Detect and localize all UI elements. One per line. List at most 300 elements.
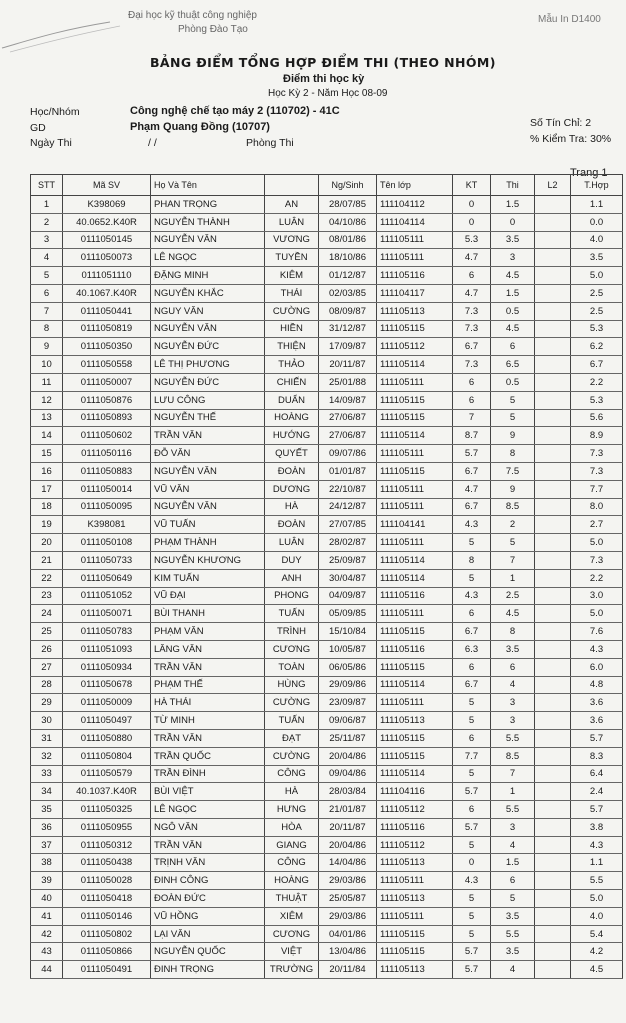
cell-stt: 36 bbox=[31, 818, 63, 836]
cell-birth-date: 25/11/87 bbox=[319, 729, 377, 747]
cell-total: 3.6 bbox=[571, 712, 623, 730]
cell-l2 bbox=[535, 213, 571, 231]
cell-birth-date: 20/04/86 bbox=[319, 747, 377, 765]
cell-surname: PHẠM VĂN bbox=[151, 623, 265, 641]
col-kt: KT bbox=[453, 175, 491, 196]
cell-given-name: THÁI bbox=[265, 284, 319, 302]
cell-total: 1.1 bbox=[571, 196, 623, 214]
cell-student-id: 0111050934 bbox=[63, 658, 151, 676]
cell-total: 3.5 bbox=[571, 249, 623, 267]
cell-class: 111105111 bbox=[377, 534, 453, 552]
cell-class: 111105112 bbox=[377, 338, 453, 356]
cell-stt: 2 bbox=[31, 213, 63, 231]
cell-kt: 6 bbox=[453, 267, 491, 285]
cell-thi: 4 bbox=[491, 836, 535, 854]
table-row bbox=[31, 765, 623, 783]
cell-total: 6.0 bbox=[571, 658, 623, 676]
exam-date-label: Ngày Thi bbox=[30, 137, 72, 149]
cell-kt: 5 bbox=[453, 925, 491, 943]
cell-total: 5.5 bbox=[571, 872, 623, 890]
cell-kt: 6 bbox=[453, 391, 491, 409]
table-row bbox=[31, 249, 623, 267]
cell-student-id: 0111050014 bbox=[63, 480, 151, 498]
cell-class: 111105115 bbox=[377, 747, 453, 765]
cell-l2 bbox=[535, 427, 571, 445]
cell-kt: 4.3 bbox=[453, 872, 491, 890]
cell-surname: NGÔ VĂN bbox=[151, 818, 265, 836]
cell-given-name: CÔNG bbox=[265, 854, 319, 872]
cell-thi: 6.5 bbox=[491, 356, 535, 374]
cell-stt: 21 bbox=[31, 551, 63, 569]
table-row bbox=[31, 712, 623, 730]
cell-birth-date: 29/03/86 bbox=[319, 872, 377, 890]
cell-thi: 5.5 bbox=[491, 925, 535, 943]
cell-total: 5.7 bbox=[571, 729, 623, 747]
cell-stt: 44 bbox=[31, 961, 63, 979]
cell-student-id: 0111050955 bbox=[63, 818, 151, 836]
table-row bbox=[31, 925, 623, 943]
cell-l2 bbox=[535, 498, 571, 516]
cell-thi: 3 bbox=[491, 249, 535, 267]
cell-birth-date: 09/06/87 bbox=[319, 712, 377, 730]
cell-student-id: 0111050558 bbox=[63, 356, 151, 374]
cell-l2 bbox=[535, 551, 571, 569]
cell-class: 111105115 bbox=[377, 925, 453, 943]
cell-kt: 6.7 bbox=[453, 498, 491, 516]
cell-stt: 24 bbox=[31, 605, 63, 623]
cell-stt: 37 bbox=[31, 836, 63, 854]
cell-birth-date: 24/12/87 bbox=[319, 498, 377, 516]
cell-kt: 0 bbox=[453, 854, 491, 872]
cell-l2 bbox=[535, 694, 571, 712]
cell-given-name: CƯƠNG bbox=[265, 640, 319, 658]
table-row bbox=[31, 551, 623, 569]
cell-given-name: TOÀN bbox=[265, 658, 319, 676]
cell-student-id: 0111050804 bbox=[63, 747, 151, 765]
cell-total: 6.2 bbox=[571, 338, 623, 356]
cell-l2 bbox=[535, 320, 571, 338]
cell-student-id: 0111050007 bbox=[63, 373, 151, 391]
cell-given-name: HƯNG bbox=[265, 801, 319, 819]
cell-birth-date: 31/12/87 bbox=[319, 320, 377, 338]
cell-total: 5.4 bbox=[571, 925, 623, 943]
cell-surname: ĐỖ VĂN bbox=[151, 445, 265, 463]
cell-student-id: K398069 bbox=[63, 196, 151, 214]
teacher-value: Phạm Quang Đồng (10707) bbox=[130, 121, 270, 133]
cell-kt: 0 bbox=[453, 213, 491, 231]
cell-class: 111105111 bbox=[377, 249, 453, 267]
cell-stt: 34 bbox=[31, 783, 63, 801]
cell-l2 bbox=[535, 747, 571, 765]
table-row bbox=[31, 391, 623, 409]
cell-thi: 7.5 bbox=[491, 462, 535, 480]
cell-surname: LẠI VĂN bbox=[151, 925, 265, 943]
cell-student-id: 0111051093 bbox=[63, 640, 151, 658]
check-percent: % Kiểm Tra: 30% bbox=[530, 133, 612, 145]
table-row bbox=[31, 961, 623, 979]
cell-birth-date: 01/12/87 bbox=[319, 267, 377, 285]
cell-total: 1.1 bbox=[571, 854, 623, 872]
cell-total: 7.7 bbox=[571, 480, 623, 498]
table-row bbox=[31, 694, 623, 712]
cell-given-name: HƯỚNG bbox=[265, 427, 319, 445]
cell-surname: VŨ HỒNG bbox=[151, 907, 265, 925]
term-label: Học Kỳ 2 - Năm Học 08-09 bbox=[268, 88, 388, 99]
cell-given-name: THIỆN bbox=[265, 338, 319, 356]
cell-stt: 9 bbox=[31, 338, 63, 356]
cell-stt: 16 bbox=[31, 462, 63, 480]
cell-stt: 13 bbox=[31, 409, 63, 427]
cell-l2 bbox=[535, 356, 571, 374]
cell-stt: 42 bbox=[31, 925, 63, 943]
cell-student-id: 0111050073 bbox=[63, 249, 151, 267]
cell-stt: 22 bbox=[31, 569, 63, 587]
cell-student-id: 0111050145 bbox=[63, 231, 151, 249]
cell-student-id: 0111051052 bbox=[63, 587, 151, 605]
cell-given-name: TRƯỜNG bbox=[265, 961, 319, 979]
cell-total: 4.8 bbox=[571, 676, 623, 694]
cell-given-name: QUYẾT bbox=[265, 445, 319, 463]
cell-l2 bbox=[535, 854, 571, 872]
cell-birth-date: 20/11/87 bbox=[319, 818, 377, 836]
cell-class: 111105113 bbox=[377, 712, 453, 730]
cell-total: 8.3 bbox=[571, 747, 623, 765]
cell-total: 5.3 bbox=[571, 320, 623, 338]
cell-l2 bbox=[535, 640, 571, 658]
cell-total: 8.9 bbox=[571, 427, 623, 445]
cell-stt: 35 bbox=[31, 801, 63, 819]
cell-kt: 4.7 bbox=[453, 480, 491, 498]
cell-kt: 4.3 bbox=[453, 516, 491, 534]
cell-student-id: 0111050325 bbox=[63, 801, 151, 819]
cell-birth-date: 30/04/87 bbox=[319, 569, 377, 587]
cell-l2 bbox=[535, 907, 571, 925]
table-row bbox=[31, 676, 623, 694]
cell-kt: 6.7 bbox=[453, 462, 491, 480]
cell-total: 2.2 bbox=[571, 569, 623, 587]
cell-stt: 38 bbox=[31, 854, 63, 872]
cell-kt: 7.3 bbox=[453, 356, 491, 374]
cell-total: 3.8 bbox=[571, 818, 623, 836]
table-row bbox=[31, 943, 623, 961]
cell-given-name: CƯỜNG bbox=[265, 694, 319, 712]
cell-birth-date: 20/11/87 bbox=[319, 356, 377, 374]
cell-surname: VŨ VĂN bbox=[151, 480, 265, 498]
org-line-1: Đại học kỹ thuật công nghiệp bbox=[128, 10, 257, 21]
table-row bbox=[31, 516, 623, 534]
cell-surname: NGUYỄN ĐỨC bbox=[151, 338, 265, 356]
cell-student-id: 0111050819 bbox=[63, 320, 151, 338]
cell-given-name: ĐOÀN bbox=[265, 516, 319, 534]
cell-total: 4.3 bbox=[571, 640, 623, 658]
cell-total: 6.7 bbox=[571, 356, 623, 374]
cell-surname: NGUYỄN KHẮC bbox=[151, 284, 265, 302]
subject-value: Công nghệ chế tạo máy 2 (110702) - 41C bbox=[130, 105, 340, 117]
cell-l2 bbox=[535, 445, 571, 463]
cell-stt: 39 bbox=[31, 872, 63, 890]
cell-surname: LĂNG VĂN bbox=[151, 640, 265, 658]
cell-birth-date: 18/10/86 bbox=[319, 249, 377, 267]
table-row bbox=[31, 801, 623, 819]
cell-birth-date: 17/09/87 bbox=[319, 338, 377, 356]
cell-total: 7.3 bbox=[571, 462, 623, 480]
cell-surname: TRẦN QUỐC bbox=[151, 747, 265, 765]
cell-thi: 8.5 bbox=[491, 747, 535, 765]
cell-l2 bbox=[535, 818, 571, 836]
cell-given-name: CƯỜNG bbox=[265, 302, 319, 320]
cell-given-name: TRÌNH bbox=[265, 623, 319, 641]
cell-thi: 7 bbox=[491, 551, 535, 569]
cell-kt: 4.7 bbox=[453, 249, 491, 267]
table-row bbox=[31, 409, 623, 427]
cell-birth-date: 21/01/87 bbox=[319, 801, 377, 819]
table-row bbox=[31, 302, 623, 320]
table-row bbox=[31, 854, 623, 872]
table-row bbox=[31, 569, 623, 587]
cell-given-name: HOÀNG bbox=[265, 409, 319, 427]
cell-birth-date: 02/03/85 bbox=[319, 284, 377, 302]
cell-total: 2.4 bbox=[571, 783, 623, 801]
cell-l2 bbox=[535, 943, 571, 961]
cell-stt: 31 bbox=[31, 729, 63, 747]
cell-given-name: ĐOÀN bbox=[265, 462, 319, 480]
cell-thi: 0.5 bbox=[491, 373, 535, 391]
cell-class: 111105111 bbox=[377, 445, 453, 463]
cell-l2 bbox=[535, 569, 571, 587]
cell-student-id: 40.1067.K40R bbox=[63, 284, 151, 302]
cell-l2 bbox=[535, 249, 571, 267]
cell-class: 111105113 bbox=[377, 854, 453, 872]
cell-stt: 5 bbox=[31, 267, 63, 285]
table-row bbox=[31, 534, 623, 552]
cell-total: 2.2 bbox=[571, 373, 623, 391]
cell-class: 111105114 bbox=[377, 765, 453, 783]
cell-thi: 1.5 bbox=[491, 854, 535, 872]
cell-class: 111105114 bbox=[377, 569, 453, 587]
cell-thi: 3.5 bbox=[491, 907, 535, 925]
cell-kt: 7.3 bbox=[453, 320, 491, 338]
cell-surname: TRẦN VĂN bbox=[151, 836, 265, 854]
cell-birth-date: 05/09/85 bbox=[319, 605, 377, 623]
cell-stt: 33 bbox=[31, 765, 63, 783]
cell-given-name: HÙNG bbox=[265, 676, 319, 694]
cell-given-name: LUÂN bbox=[265, 213, 319, 231]
cell-given-name: CHIẾN bbox=[265, 373, 319, 391]
cell-class: 111104114 bbox=[377, 213, 453, 231]
cell-class: 111105116 bbox=[377, 640, 453, 658]
cell-stt: 3 bbox=[31, 231, 63, 249]
cell-class: 111104116 bbox=[377, 783, 453, 801]
cell-thi: 2 bbox=[491, 516, 535, 534]
cell-student-id: 0111050441 bbox=[63, 302, 151, 320]
subject-label: Học/Nhóm bbox=[30, 106, 80, 118]
cell-class: 111105115 bbox=[377, 658, 453, 676]
cell-kt: 5 bbox=[453, 569, 491, 587]
cell-total: 3.6 bbox=[571, 694, 623, 712]
cell-surname: BÙI THANH bbox=[151, 605, 265, 623]
table-row bbox=[31, 267, 623, 285]
cell-surname: VŨ TUẤN bbox=[151, 516, 265, 534]
cell-given-name: THẢO bbox=[265, 356, 319, 374]
cell-given-name: CÔNG bbox=[265, 765, 319, 783]
cell-surname: TRẦN ĐÌNH bbox=[151, 765, 265, 783]
cell-class: 111104141 bbox=[377, 516, 453, 534]
cell-kt: 5 bbox=[453, 836, 491, 854]
cell-student-id: 0111050579 bbox=[63, 765, 151, 783]
cell-thi: 8.5 bbox=[491, 498, 535, 516]
cell-stt: 19 bbox=[31, 516, 63, 534]
form-code: Mẫu In D1400 bbox=[538, 14, 601, 25]
cell-student-id: 0111050733 bbox=[63, 551, 151, 569]
cell-kt: 6 bbox=[453, 729, 491, 747]
cell-thi: 1.5 bbox=[491, 284, 535, 302]
cell-l2 bbox=[535, 284, 571, 302]
cell-l2 bbox=[535, 338, 571, 356]
cell-l2 bbox=[535, 925, 571, 943]
cell-stt: 20 bbox=[31, 534, 63, 552]
cell-birth-date: 20/11/84 bbox=[319, 961, 377, 979]
cell-given-name: GIANG bbox=[265, 836, 319, 854]
cell-l2 bbox=[535, 587, 571, 605]
cell-birth-date: 04/10/86 bbox=[319, 213, 377, 231]
col-thi: Thi bbox=[491, 175, 535, 196]
cell-surname: ĐINH CÔNG bbox=[151, 872, 265, 890]
cell-thi: 2.5 bbox=[491, 587, 535, 605]
cell-class: 111105112 bbox=[377, 836, 453, 854]
cell-stt: 27 bbox=[31, 658, 63, 676]
col-student-id: Mã SV bbox=[63, 175, 151, 196]
cell-stt: 4 bbox=[31, 249, 63, 267]
col-birth-date: Ng/Sinh bbox=[319, 175, 377, 196]
cell-given-name: THUẬT bbox=[265, 890, 319, 908]
cell-class: 111105113 bbox=[377, 890, 453, 908]
cell-surname: NGUYỄN THẾ bbox=[151, 409, 265, 427]
table-row bbox=[31, 356, 623, 374]
cell-birth-date: 13/04/86 bbox=[319, 943, 377, 961]
cell-surname: NGUYỄN VĂN bbox=[151, 498, 265, 516]
cell-thi: 5 bbox=[491, 391, 535, 409]
cell-birth-date: 29/09/86 bbox=[319, 676, 377, 694]
cell-birth-date: 28/03/84 bbox=[319, 783, 377, 801]
cell-class: 111105111 bbox=[377, 694, 453, 712]
table-row bbox=[31, 196, 623, 214]
table-row bbox=[31, 890, 623, 908]
cell-thi: 4.5 bbox=[491, 320, 535, 338]
table-row bbox=[31, 747, 623, 765]
cell-total: 4.0 bbox=[571, 231, 623, 249]
table-row bbox=[31, 907, 623, 925]
cell-l2 bbox=[535, 890, 571, 908]
document-title: BẢNG ĐIỂM TỔNG HỢP ĐIỂM THI (THEO NHÓM) bbox=[150, 55, 496, 70]
cell-total: 6.4 bbox=[571, 765, 623, 783]
cell-kt: 4.3 bbox=[453, 587, 491, 605]
cell-thi: 1 bbox=[491, 569, 535, 587]
cell-student-id: 0111050071 bbox=[63, 605, 151, 623]
cell-thi: 1 bbox=[491, 783, 535, 801]
exam-room-label: Phòng Thi bbox=[246, 137, 294, 149]
col-l2: L2 bbox=[535, 175, 571, 196]
cell-birth-date: 04/01/86 bbox=[319, 925, 377, 943]
org-line-2: Phòng Đào Tạo bbox=[178, 24, 248, 35]
cell-class: 111105115 bbox=[377, 623, 453, 641]
cell-class: 111105116 bbox=[377, 587, 453, 605]
table-row bbox=[31, 480, 623, 498]
cell-student-id: 0111050497 bbox=[63, 712, 151, 730]
cell-given-name: KIÊM bbox=[265, 267, 319, 285]
cell-class: 111105114 bbox=[377, 356, 453, 374]
cell-l2 bbox=[535, 231, 571, 249]
cell-stt: 25 bbox=[31, 623, 63, 641]
cell-surname: TRẦN VĂN bbox=[151, 729, 265, 747]
cell-class: 111105115 bbox=[377, 729, 453, 747]
table-row bbox=[31, 640, 623, 658]
cell-birth-date: 04/09/87 bbox=[319, 587, 377, 605]
cell-birth-date: 27/06/87 bbox=[319, 409, 377, 427]
cell-given-name: PHONG bbox=[265, 587, 319, 605]
table-row bbox=[31, 445, 623, 463]
cell-stt: 18 bbox=[31, 498, 63, 516]
cell-stt: 23 bbox=[31, 587, 63, 605]
cell-total: 4.2 bbox=[571, 943, 623, 961]
cell-kt: 5 bbox=[453, 890, 491, 908]
cell-kt: 6 bbox=[453, 658, 491, 676]
cell-kt: 5.7 bbox=[453, 961, 491, 979]
cell-total: 2.5 bbox=[571, 302, 623, 320]
cell-birth-date: 08/01/86 bbox=[319, 231, 377, 249]
cell-class: 111105115 bbox=[377, 409, 453, 427]
cell-class: 111105115 bbox=[377, 462, 453, 480]
cell-given-name: ANH bbox=[265, 569, 319, 587]
cell-class: 111105114 bbox=[377, 427, 453, 445]
cell-surname: ĐINH TRỌNG bbox=[151, 961, 265, 979]
cell-birth-date: 27/07/85 bbox=[319, 516, 377, 534]
cell-total: 7.3 bbox=[571, 445, 623, 463]
cell-birth-date: 28/02/87 bbox=[319, 534, 377, 552]
cell-thi: 3.5 bbox=[491, 943, 535, 961]
cell-stt: 11 bbox=[31, 373, 63, 391]
cell-class: 111105116 bbox=[377, 267, 453, 285]
cell-l2 bbox=[535, 623, 571, 641]
cell-class: 111105115 bbox=[377, 943, 453, 961]
cell-birth-date: 29/03/86 bbox=[319, 907, 377, 925]
cell-given-name: TUẤN bbox=[265, 712, 319, 730]
exam-date-value: / / bbox=[148, 137, 157, 149]
cell-l2 bbox=[535, 480, 571, 498]
cell-birth-date: 20/04/86 bbox=[319, 836, 377, 854]
cell-student-id: 0111050146 bbox=[63, 907, 151, 925]
cell-kt: 6.7 bbox=[453, 676, 491, 694]
cell-kt: 5.7 bbox=[453, 445, 491, 463]
cell-thi: 3 bbox=[491, 712, 535, 730]
cell-l2 bbox=[535, 658, 571, 676]
cell-l2 bbox=[535, 801, 571, 819]
table-row bbox=[31, 587, 623, 605]
cell-thi: 0.5 bbox=[491, 302, 535, 320]
teacher-label: GD bbox=[30, 122, 46, 134]
cell-surname: ĐOÀN ĐỨC bbox=[151, 890, 265, 908]
col-stt: STT bbox=[31, 175, 63, 196]
cell-kt: 0 bbox=[453, 196, 491, 214]
cell-student-id: 0111050350 bbox=[63, 338, 151, 356]
cell-thi: 3.5 bbox=[491, 640, 535, 658]
cell-class: 111105114 bbox=[377, 676, 453, 694]
cell-kt: 7 bbox=[453, 409, 491, 427]
cell-class: 111105111 bbox=[377, 480, 453, 498]
cell-class: 111105111 bbox=[377, 605, 453, 623]
cell-surname: PHAN TRỌNG bbox=[151, 196, 265, 214]
cell-total: 2.7 bbox=[571, 516, 623, 534]
cell-surname: LƯU CÔNG bbox=[151, 391, 265, 409]
